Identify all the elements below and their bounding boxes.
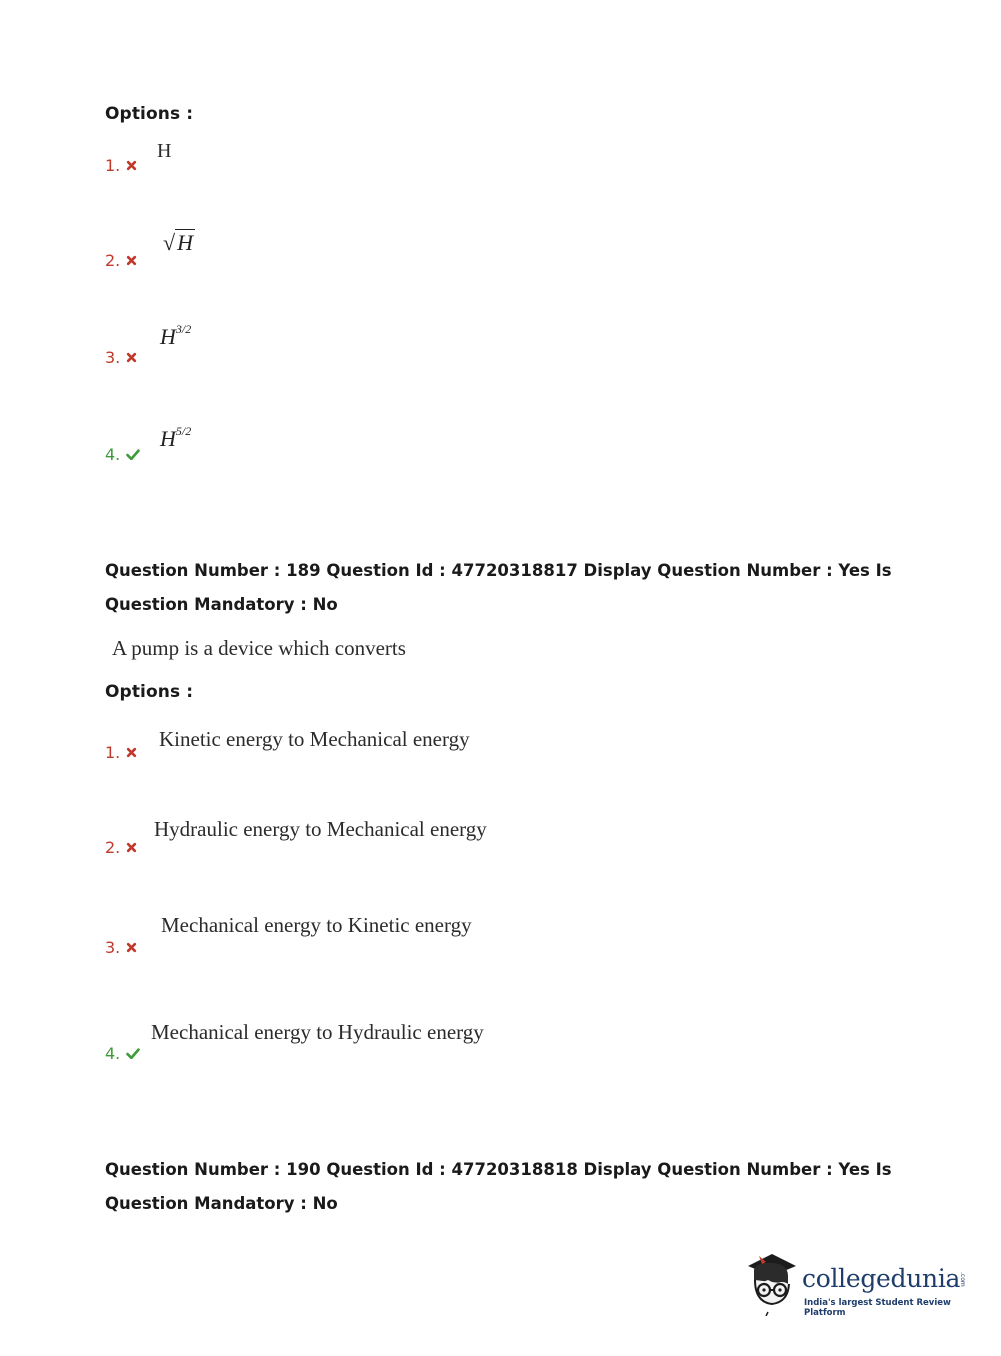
formula-exponent: 3/2 (175, 322, 192, 336)
logo-wordmark: collegedunia (802, 1264, 961, 1293)
question-189-header: Question Number : 189 Question Id : 47720318817 Display Question Number : Yes Is Question Mandatory : No (105, 561, 892, 614)
option-3-formula (160, 322, 191, 350)
option-number: 1. (105, 743, 121, 762)
option-number: 4. (105, 1044, 121, 1063)
q189-option-3-text: Mechanical energy to Kinetic energy (161, 913, 472, 937)
cross-icon (126, 747, 137, 758)
logo-com: .com (959, 1272, 966, 1287)
formula-base: H (177, 230, 193, 255)
cross-icon (126, 160, 137, 171)
check-icon (126, 1048, 140, 1059)
options-label: Options : (105, 104, 194, 124)
q189-option-3-marker (105, 938, 137, 957)
option-number: 2. (105, 838, 121, 857)
option-2-marker (105, 251, 137, 270)
cross-icon (126, 352, 137, 363)
option-4-formula (160, 424, 191, 452)
option-number: 4. (105, 445, 121, 464)
formula-exponent: 5/2 (175, 424, 192, 438)
sqrt-symbol: √ (163, 230, 176, 255)
option-1-text: H (157, 140, 172, 162)
option-4-marker (105, 445, 140, 464)
cross-icon (126, 842, 137, 853)
q189-option-4-marker (105, 1044, 140, 1063)
question-190-header: Question Number : 190 Question Id : 47720318818 Display Question Number : Yes Is Question Mandatory : No (105, 1160, 892, 1213)
cross-icon (126, 942, 137, 953)
logo-tagline: India's largest Student Review Platform (804, 1298, 951, 1318)
q189-option-2-marker (105, 838, 137, 857)
option-2-formula (163, 230, 195, 256)
formula-base: H (160, 426, 176, 451)
option-number: 3. (105, 938, 121, 957)
q189-option-2-text: Hydraulic energy to Mechanical energy (154, 817, 487, 841)
collegedunia-logo (742, 1250, 972, 1320)
option-1-marker (105, 156, 137, 175)
options-label: Options : (105, 682, 194, 702)
option-3-marker (105, 348, 137, 367)
option-number: 2. (105, 251, 121, 270)
q189-option-1-marker (105, 743, 137, 762)
cross-icon (126, 255, 137, 266)
check-icon (126, 449, 140, 460)
q189-option-4-text: Mechanical energy to Hydraulic energy (151, 1020, 484, 1044)
q189-option-1-text: Kinetic energy to Mechanical energy (159, 727, 470, 751)
mascot-icon (742, 1250, 800, 1316)
option-number: 1. (105, 156, 121, 175)
formula-base: H (160, 324, 176, 349)
question-189-stem: A pump is a device which converts (112, 636, 406, 660)
option-number: 3. (105, 348, 121, 367)
